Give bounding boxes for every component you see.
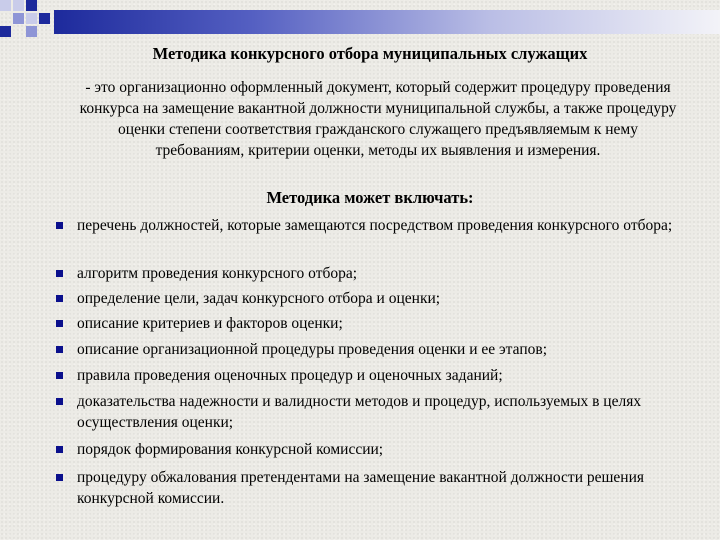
list-item-text: алгоритм проведения конкурсного отбора;	[77, 265, 358, 282]
page-title: Методика конкурсного отбора муниципальных служащих	[152, 44, 588, 63]
bullet-square-icon	[56, 270, 63, 277]
section-subtitle: Методика может включать:	[266, 188, 474, 207]
bullet-square-icon	[56, 222, 63, 229]
list-item-text: доказательства надежности и валидности методов и процедур, используемых в целях осуществления оценки;	[77, 393, 642, 431]
list-item-text: процедуру обжалования претендентами на замещение вакантной должности решения конкурсной комиссии.	[77, 469, 645, 507]
list-item-text: перечень должностей, которые замещаются посредством проведения конкурсного отбора;	[77, 217, 673, 234]
list-item-text: определение цели, задач конкурсного отбора и оценки;	[77, 290, 441, 307]
list-item-text: правила проведения оценочных процедур и оценочных заданий;	[77, 367, 503, 384]
bullet-square-icon	[56, 295, 63, 302]
bullet-square-icon	[56, 474, 63, 481]
bullet-square-icon	[56, 446, 63, 453]
bullet-square-icon	[56, 372, 63, 379]
list-item-text: порядок формирования конкурсной комиссии;	[77, 441, 384, 458]
bullet-square-icon	[56, 346, 63, 353]
bullet-square-icon	[56, 398, 63, 405]
definition-text: - это организационно оформленный документ, который содержит процедуру проведения конкурса на замещение вакантной должности муниципальной службы, а также процедуру оценки степени соответствия гражданского служащего предъявляемым к нему требованиям, критерии оценки, методы их выявления и измерения.	[79, 79, 677, 159]
bullet-square-icon	[56, 320, 63, 327]
list-item-text: описание критериев и факторов оценки;	[77, 315, 343, 332]
list-item-text: описание организационной процедуры проведения оценки и ее этапов;	[77, 341, 547, 358]
